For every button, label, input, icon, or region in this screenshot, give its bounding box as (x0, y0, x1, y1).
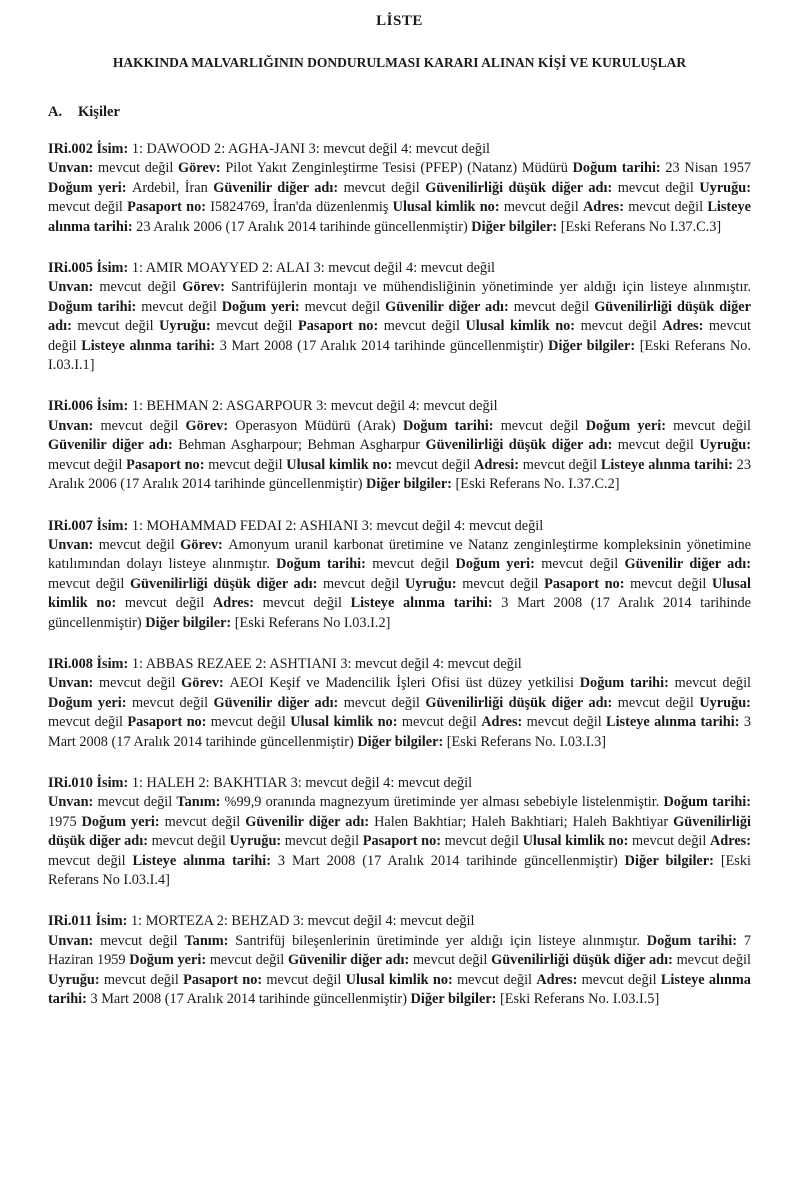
field-value: mevcut değil (103, 971, 184, 988)
field-value: 1: ABBAS REZAEE 2: ASHTIANI 3: mevcut değil 4: mevcut değil (131, 655, 522, 672)
field-label: Listeye alınma tarihi: (48, 199, 752, 235)
field-label: Doğum tarihi: (663, 794, 752, 811)
field-label: Adres: (481, 714, 527, 731)
field-value: 1975 (48, 813, 82, 830)
entry-iri-007 (48, 517, 751, 633)
field-label: Pasaport no: (183, 971, 267, 988)
field-value: mevcut değil (395, 456, 475, 473)
field-label: Güvenilir diğer adı: (213, 179, 344, 196)
field-label: Görev: (180, 536, 229, 553)
field-value: 3 Mart 2008 (17 Aralık 2014 tarihinde güncellenmiştir) (48, 595, 751, 631)
field-value: Santrifüj bileşenlerinin üretiminde yer aldığı için listeye alınmıştır. (235, 932, 647, 949)
entry-details (48, 159, 751, 237)
field-value: mevcut değil (77, 318, 160, 335)
field-label: Adres: (536, 971, 582, 988)
field-value: mevcut değil (262, 595, 351, 612)
entry-details (48, 536, 751, 633)
field-label: Güvenilir diğer adı: (48, 437, 179, 454)
field-label: Listeye alınma tarihi: (600, 456, 737, 473)
field-value: Pilot Yakıt Zenginleştirme Tesisi (PFEP) (Natanz) Müdürü (225, 160, 573, 177)
field-label: Uyruğu: (48, 971, 104, 988)
field-value: [Eski Referans No. I.03.I.5] (500, 991, 660, 1008)
field-value: I5824769, İran'da düzenlenmiş (210, 199, 393, 216)
field-value: mevcut değil (632, 833, 710, 850)
field-value: 3 Mart 2008 (17 Aralık 2014 tarihinde güncellenmiştir) (219, 337, 549, 354)
field-value: 3 Mart 2008 (17 Aralık 2014 tarihinde güncellenmiştir) (90, 991, 411, 1008)
field-label: Doğum yeri: (48, 694, 132, 711)
field-value: mevcut değil (457, 971, 537, 988)
field-value: mevcut değil (131, 694, 214, 711)
field-label: Unvan: (48, 536, 99, 553)
page-subtitle: HAKKINDA MALVARLIĞININ DONDURULMASI KARARI ALINAN KİŞİ VE KURULUŞLAR (112, 55, 687, 70)
field-label: Uyruğu: (699, 437, 751, 454)
entry-details (48, 278, 751, 375)
field-label: Pasaport no: (126, 456, 209, 473)
field-value: 23 Aralık 2006 (17 Aralık 2014 tarihinde güncellenmiştir) (48, 456, 751, 493)
field-label: Unvan: (48, 932, 101, 949)
field-value: [Eski Referans No. I.37.C.2] (455, 476, 620, 493)
field-label: Pasaport no: (127, 714, 211, 731)
field-label: Doğum yeri: (129, 952, 210, 969)
field-label: Doğum yeri: (48, 179, 133, 196)
field-label: Listeye alınma tarihi: (350, 595, 502, 612)
field-label: Uyruğu: (699, 179, 751, 196)
field-value: [Eski Referans No. I.03.I.3] (446, 733, 606, 750)
field-value: mevcut değil (99, 675, 182, 692)
field-label: Uyruğu: (699, 694, 751, 711)
field-value: mevcut değil (526, 714, 607, 731)
field-label: Doğum tarihi: (402, 417, 501, 434)
field-value: mevcut değil (266, 971, 346, 988)
field-label: Listeye alınma tarihi: (48, 971, 751, 1008)
entry-name-line (48, 397, 751, 416)
field-label: Görev: (181, 675, 230, 692)
field-label: Güvenilir diğer adı: (624, 556, 751, 573)
page-title: LİSTE (376, 13, 423, 29)
field-value: AEOI Keşif ve Madencilik İşleri Ofisi üst düzey yetkilisi (229, 675, 580, 692)
field-label: Doğum tarihi: (276, 556, 373, 573)
field-value: mevcut değil (98, 536, 181, 553)
field-value: mevcut değil (541, 556, 625, 573)
field-label: Tanım: (176, 794, 225, 811)
field-value: mevcut değil (617, 437, 700, 454)
field-value: mevcut değil (630, 575, 713, 592)
field-value: mevcut değil (284, 833, 363, 850)
field-label: Uyruğu: (159, 318, 217, 335)
entry-name-line (48, 259, 751, 278)
field-label: Adres: (212, 595, 263, 612)
field-label: Güvenilirliği düşük diğer adı: (491, 952, 677, 969)
field-value: 1: BEHMAN 2: ASGARPOUR 3: mevcut değil 4: mevcut değil (131, 398, 498, 415)
field-label: Uyruğu: (229, 833, 285, 850)
field-value: [Eski Referans No I.37.C.3] (560, 218, 722, 235)
field-value: mevcut değil (617, 179, 700, 196)
entry-iri-002 (48, 140, 751, 237)
field-value: 23 Aralık 2006 (17 Aralık 2014 tarihinde güncellenmiştir) (136, 218, 472, 235)
field-label: Pasaport no: (127, 199, 211, 216)
entry-details (48, 793, 751, 890)
entry-list (48, 140, 751, 1009)
field-value: mevcut değil (323, 575, 405, 592)
field-label: Tanım: (184, 932, 236, 949)
field-value: Ardebil, İran (132, 179, 214, 196)
section-number: A. (48, 104, 63, 120)
field-label: Pasaport no: (544, 575, 631, 592)
field-label: IRi.006 İsim: (48, 398, 132, 415)
field-value: mevcut değil (216, 318, 299, 335)
field-value: mevcut değil (383, 318, 466, 335)
field-label: Adresi: (474, 456, 523, 473)
field-value: mevcut değil (100, 932, 185, 949)
field-value: 1: AMIR MOAYYED 2: ALAI 3: mevcut değil 4: mevcut değil (131, 260, 496, 277)
field-label: Güvenilirliği düşük diğer adı: (48, 298, 751, 335)
field-label: Doğum yeri: (455, 556, 542, 573)
field-label: Diğer bilgiler: (471, 218, 561, 235)
field-value: Behman Asgharpour; Behman Asgharpur (178, 437, 426, 454)
field-label: Listeye alınma tarihi: (606, 714, 744, 731)
entry-details (48, 417, 751, 495)
field-label: IRi.005 İsim: (48, 260, 132, 277)
field-value: mevcut değil (522, 456, 601, 473)
field-label: Güvenilir diğer adı: (245, 813, 375, 830)
field-value: mevcut değil (628, 199, 708, 216)
field-label: IRi.002 İsim: (48, 141, 132, 157)
field-label: Adres: (662, 318, 709, 335)
field-value: mevcut değil (343, 179, 426, 196)
field-value: [Eski Referans No I.03.I.2] (234, 614, 391, 631)
field-label: Görev: (185, 417, 236, 434)
field-label: Diğer bilgiler: (624, 852, 721, 869)
field-label: Güvenilir diğer adı: (287, 952, 413, 969)
field-value: mevcut değil (124, 595, 213, 612)
field-label: IRi.010 İsim: (48, 774, 132, 791)
field-label: Ulusal kimlik no: (522, 833, 633, 850)
field-label: Ulusal kimlik no: (290, 714, 402, 731)
field-value: 1: HALEH 2: BAKHTIAR 3: mevcut değil 4: mevcut değil (131, 774, 473, 791)
field-label: Doğum tarihi: (572, 160, 666, 177)
field-label: Güvenilir diğer adı: (385, 298, 514, 315)
field-value: Operasyon Müdürü (Arak) (235, 417, 403, 434)
field-value: mevcut değil (208, 456, 287, 473)
field-label: Güvenilirliği düşük diğer adı: (48, 813, 751, 850)
field-label: Güvenilir diğer adı: (213, 694, 344, 711)
field-label: Doğum tarihi: (646, 932, 744, 949)
field-label: Unvan: (48, 279, 100, 296)
field-label: Doğum yeri: (585, 417, 674, 434)
entry-name-line (48, 140, 751, 159)
entry-details (48, 674, 751, 752)
field-value: mevcut değil (401, 714, 482, 731)
field-value: mevcut değil (444, 833, 523, 850)
field-label: Doğum tarihi: (48, 298, 142, 315)
field-label: Pasaport no: (362, 833, 445, 850)
field-value: mevcut değil (581, 971, 661, 988)
field-label: Ulusal kimlik no: (286, 456, 396, 473)
field-label: Doğum yeri: (221, 298, 305, 315)
field-label: Unvan: (48, 160, 98, 177)
field-value: 1: MORTEZA 2: BEHZAD 3: mevcut değil 4: mevcut değil (131, 913, 475, 930)
field-value: mevcut değil (372, 556, 456, 573)
field-value: mevcut değil (99, 279, 183, 296)
field-value: mevcut değil (48, 575, 130, 592)
field-label: Unvan: (48, 675, 100, 692)
field-label: Ulusal kimlik no: (48, 575, 751, 612)
field-value: mevcut değil (209, 952, 288, 969)
field-value: mevcut değil (673, 417, 751, 434)
field-label: IRi.007 İsim: (48, 517, 132, 534)
section-label: Kişiler (78, 104, 120, 120)
field-value: mevcut değil (304, 298, 386, 315)
entry-name-line (48, 912, 751, 931)
field-value: mevcut değil (100, 417, 186, 434)
field-label: Unvan: (48, 794, 98, 811)
field-value: mevcut değil (676, 952, 751, 969)
field-value: mevcut değil (580, 318, 663, 335)
field-value: mevcut değil (513, 298, 595, 315)
field-label: Adres: (582, 199, 629, 216)
field-value: mevcut değil (412, 952, 492, 969)
field-value: mevcut değil (500, 417, 586, 434)
field-value: 3 Mart 2008 (17 Aralık 2014 tarihinde güncellenmiştir) (277, 852, 625, 869)
field-value: Amonyum uranil karbonat üretimine ve Natanz zenginleştirme kompleksinin yönetimine katılımından dolayı listeye alınmıştır. (48, 536, 752, 573)
field-label: Diğer bilgiler: (410, 991, 500, 1008)
field-value: [Eski Referans No I.03.I.4] (48, 852, 751, 888)
entry-iri-010 (48, 774, 751, 890)
field-label: Doğum tarihi: (579, 675, 675, 692)
field-value: mevcut değil (48, 199, 128, 216)
field-label: Listeye alınma tarihi: (132, 852, 278, 869)
field-value: mevcut değil (97, 160, 179, 177)
field-value: 23 Nisan 1957 (665, 160, 752, 177)
field-label: Ulusal kimlik no: (345, 971, 458, 988)
field-value: Halen Bakhtiar; Haleh Bakhtiari; Haleh Bakhtiyar (374, 813, 674, 830)
field-label: Görev: (178, 160, 226, 177)
field-label: Diğer bilgiler: (548, 337, 640, 354)
field-value: mevcut değil (48, 714, 128, 731)
entry-name-line (48, 517, 751, 536)
field-value: 3 Mart 2008 (17 Aralık 2014 tarihinde güncellenmiştir) (48, 714, 751, 750)
entry-details (48, 932, 751, 1010)
field-value: [Eski Referans No. I.03.I.1] (48, 337, 751, 374)
field-value: mevcut değil (462, 575, 545, 592)
field-value: 1: DAWOOD 2: AGHA-JANI 3: mevcut değil 4: mevcut değil (131, 141, 491, 157)
field-value: mevcut değil (210, 714, 291, 731)
field-value: mevcut değil (674, 675, 752, 692)
field-label: Doğum yeri: (81, 813, 165, 830)
field-value: mevcut değil (48, 456, 127, 473)
field-value: mevcut değil (343, 694, 426, 711)
field-label: Güvenilirliği düşük diğer adı: (425, 437, 618, 454)
field-value: mevcut değil (151, 833, 230, 850)
field-label: Görev: (182, 279, 232, 296)
entry-name-line (48, 774, 751, 793)
field-label: Diğer bilgiler: (145, 614, 235, 631)
field-value: mevcut değil (97, 794, 177, 811)
field-value: mevcut değil (617, 694, 700, 711)
entry-iri-006 (48, 397, 751, 494)
field-value: mevcut değil (503, 199, 583, 216)
field-label: Ulusal kimlik no: (392, 199, 504, 216)
field-value: mevcut değil (48, 318, 751, 354)
entry-iri-005 (48, 259, 751, 375)
field-label: Güvenilirliği düşük diğer adı: (129, 575, 324, 592)
field-label: Diğer bilgiler: (357, 733, 447, 750)
field-label: Güvenilirliği düşük diğer adı: (425, 694, 618, 711)
field-value: Santrifüjlerin montajı ve mühendisliğinin yönetiminde yer aldığı için listeye alınmıştır. (231, 279, 751, 296)
section-heading (48, 102, 751, 122)
field-label: Adres: (709, 833, 751, 850)
field-label: Unvan: (48, 417, 101, 434)
field-label: IRi.008 İsim: (48, 655, 132, 672)
field-label: Listeye alınma tarihi: (81, 337, 220, 354)
entry-iri-011 (48, 912, 751, 1009)
field-label: Ulusal kimlik no: (465, 318, 581, 335)
entry-name-line (48, 655, 751, 674)
field-label: IRi.011 İsim: (48, 913, 132, 930)
field-value: 1: MOHAMMAD FEDAI 2: ASHIANI 3: mevcut değil 4: mevcut değil (131, 517, 544, 534)
field-value: mevcut değil (164, 813, 246, 830)
field-value: 7 Haziran 1959 (48, 932, 751, 969)
field-value: mevcut değil (141, 298, 222, 315)
field-label: Uyruğu: (404, 575, 463, 592)
entry-iri-008 (48, 655, 751, 752)
field-label: Güvenilirliği düşük diğer adı: (425, 179, 618, 196)
field-value: %99,9 oranında magnezyum üretiminde yer alması sebebiyle listelenmiştir. (224, 794, 664, 811)
field-label: Diğer bilgiler: (366, 476, 456, 493)
field-label: Pasaport no: (298, 318, 384, 335)
field-value: mevcut değil (48, 852, 133, 869)
